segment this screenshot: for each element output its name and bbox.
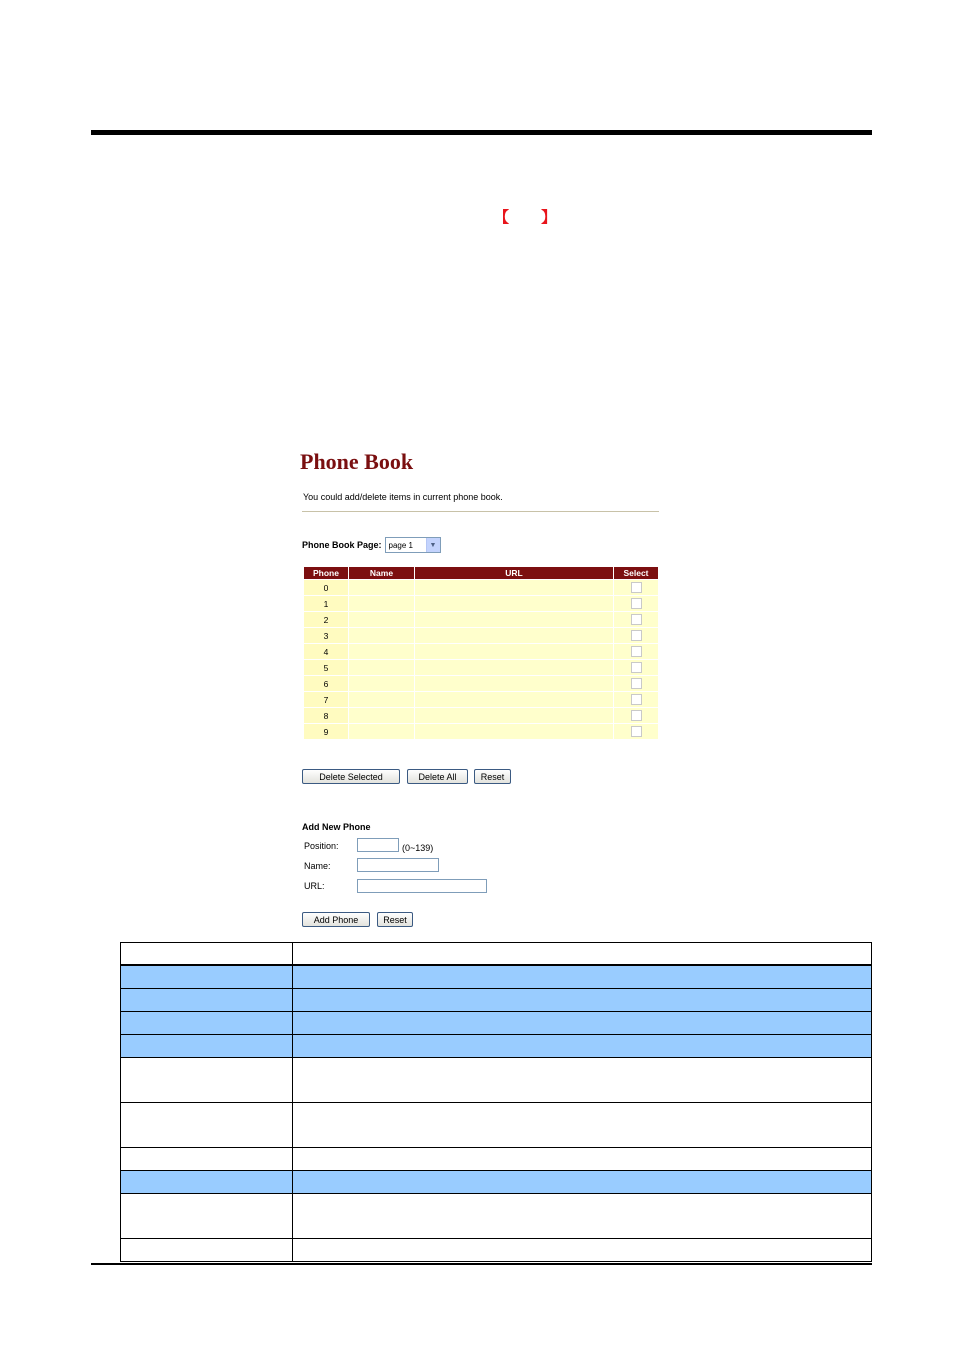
- table-row: [121, 1239, 872, 1262]
- position-label: Position:: [304, 841, 339, 851]
- row-select-checkbox[interactable]: [631, 678, 642, 689]
- table-row: [304, 708, 658, 723]
- name-label: Name:: [304, 861, 331, 871]
- desc-label-cell: [121, 965, 293, 989]
- url-cell: [415, 708, 613, 723]
- phone-cell: 5: [304, 660, 348, 675]
- desc-value-cell: [293, 1194, 872, 1239]
- phone-cell: 8: [304, 708, 348, 723]
- desc-label-cell: [121, 1058, 293, 1103]
- name-cell: [349, 596, 414, 611]
- row-select-checkbox[interactable]: [631, 694, 642, 705]
- page-select-value: page 1: [388, 540, 413, 550]
- table-row: [304, 580, 658, 595]
- delete-selected-button[interactable]: Delete Selected: [302, 769, 400, 784]
- select-cell: [614, 708, 658, 723]
- add-phone-button[interactable]: Add Phone: [302, 912, 370, 927]
- desc-label-cell: [121, 1103, 293, 1148]
- name-cell: [349, 708, 414, 723]
- desc-label-cell: [121, 1035, 293, 1058]
- row-select-checkbox[interactable]: [631, 726, 642, 737]
- name-cell: [349, 676, 414, 691]
- header-rule: [91, 130, 872, 135]
- chevron-down-icon[interactable]: ▼: [426, 538, 440, 552]
- url-label: URL:: [304, 881, 325, 891]
- name-cell: [349, 612, 414, 627]
- table-row: [121, 989, 872, 1012]
- desc-value-cell: [293, 1058, 872, 1103]
- phone-cell: 9: [304, 724, 348, 739]
- reset-button[interactable]: Reset: [474, 769, 511, 784]
- url-cell: [415, 580, 613, 595]
- select-cell: [614, 644, 658, 659]
- select-cell: [614, 692, 658, 707]
- url-input[interactable]: [357, 879, 487, 893]
- desc-value-cell: [293, 1171, 872, 1194]
- page-description: You could add/delete items in current phone book.: [303, 492, 503, 502]
- select-cell: [614, 628, 658, 643]
- desc-label-cell: [121, 989, 293, 1012]
- add-reset-button[interactable]: Reset: [377, 912, 413, 927]
- name-cell: [349, 580, 414, 595]
- add-new-phone-title: Add New Phone: [302, 822, 371, 832]
- name-cell: [349, 724, 414, 739]
- table-row: [304, 692, 658, 707]
- desc-value-cell: [293, 1012, 872, 1035]
- phone-cell: 7: [304, 692, 348, 707]
- phone-cell: 4: [304, 644, 348, 659]
- table-row: [121, 1148, 872, 1171]
- page-label: Phone Book Page:: [302, 540, 382, 550]
- column-header-phone: Phone: [304, 567, 348, 579]
- url-cell: [415, 596, 613, 611]
- row-select-checkbox[interactable]: [631, 614, 642, 625]
- row-select-checkbox[interactable]: [631, 646, 642, 657]
- desc-label-cell: [121, 1148, 293, 1171]
- position-input[interactable]: [357, 838, 399, 852]
- url-cell: [415, 676, 613, 691]
- position-hint: (0~139): [402, 843, 434, 853]
- desc-value-cell: [293, 965, 872, 989]
- desc-label-cell: [121, 1194, 293, 1239]
- desc-value-cell: [293, 989, 872, 1012]
- name-cell: [349, 692, 414, 707]
- phone-book-table: [303, 566, 659, 740]
- page-selector-row: [302, 537, 441, 553]
- desc-value-cell: [293, 1148, 872, 1171]
- desc-label-cell: [121, 1239, 293, 1262]
- row-select-checkbox[interactable]: [631, 598, 642, 609]
- table-row: [121, 1035, 872, 1058]
- phone-cell: 1: [304, 596, 348, 611]
- column-header-name: Name: [349, 567, 414, 579]
- table-header-row: [304, 567, 658, 579]
- desc-value-cell: [293, 1035, 872, 1058]
- row-select-checkbox[interactable]: [631, 582, 642, 593]
- divider: [302, 511, 659, 512]
- phone-cell: 6: [304, 676, 348, 691]
- table-row: [121, 1171, 872, 1194]
- table-row: [121, 1194, 872, 1239]
- phone-cell: 0: [304, 580, 348, 595]
- name-input[interactable]: [357, 858, 439, 872]
- desc-label-cell: [121, 943, 293, 966]
- description-table: [120, 942, 872, 1262]
- table-row: [121, 943, 872, 966]
- url-cell: [415, 660, 613, 675]
- row-select-checkbox[interactable]: [631, 630, 642, 641]
- column-header-url: URL: [415, 567, 613, 579]
- select-cell: [614, 724, 658, 739]
- delete-all-button[interactable]: Delete All: [407, 769, 468, 784]
- desc-label-cell: [121, 1171, 293, 1194]
- url-cell: [415, 692, 613, 707]
- table-row: [304, 676, 658, 691]
- desc-label-cell: [121, 1012, 293, 1035]
- desc-value-cell: [293, 1239, 872, 1262]
- table-row: [121, 1103, 872, 1148]
- table-row: [304, 612, 658, 627]
- phone-cell: 3: [304, 628, 348, 643]
- select-cell: [614, 596, 658, 611]
- select-cell: [614, 660, 658, 675]
- select-cell: [614, 612, 658, 627]
- column-header-select: Select: [614, 567, 658, 579]
- table-row: [304, 660, 658, 675]
- footer-rule: [91, 1263, 872, 1265]
- select-cell: [614, 676, 658, 691]
- url-cell: [415, 644, 613, 659]
- table-row: [121, 1012, 872, 1035]
- row-select-checkbox[interactable]: [631, 662, 642, 673]
- table-row: [121, 1058, 872, 1103]
- page-select[interactable]: [385, 537, 441, 553]
- name-cell: [349, 660, 414, 675]
- page-title: Phone Book: [300, 449, 414, 474]
- name-cell: [349, 644, 414, 659]
- table-row: [304, 724, 658, 739]
- name-cell: [349, 628, 414, 643]
- url-cell: [415, 628, 613, 643]
- row-select-checkbox[interactable]: [631, 710, 642, 721]
- red-brackets: 【 】: [494, 209, 571, 226]
- table-row: [304, 596, 658, 611]
- select-cell: [614, 580, 658, 595]
- desc-value-cell: [293, 1103, 872, 1148]
- phone-book-panel: [300, 448, 660, 925]
- url-cell: [415, 724, 613, 739]
- table-row: [304, 644, 658, 659]
- phone-cell: 2: [304, 612, 348, 627]
- url-cell: [415, 612, 613, 627]
- table-row: [121, 965, 872, 989]
- desc-value-cell: [293, 943, 872, 966]
- table-row: [304, 628, 658, 643]
